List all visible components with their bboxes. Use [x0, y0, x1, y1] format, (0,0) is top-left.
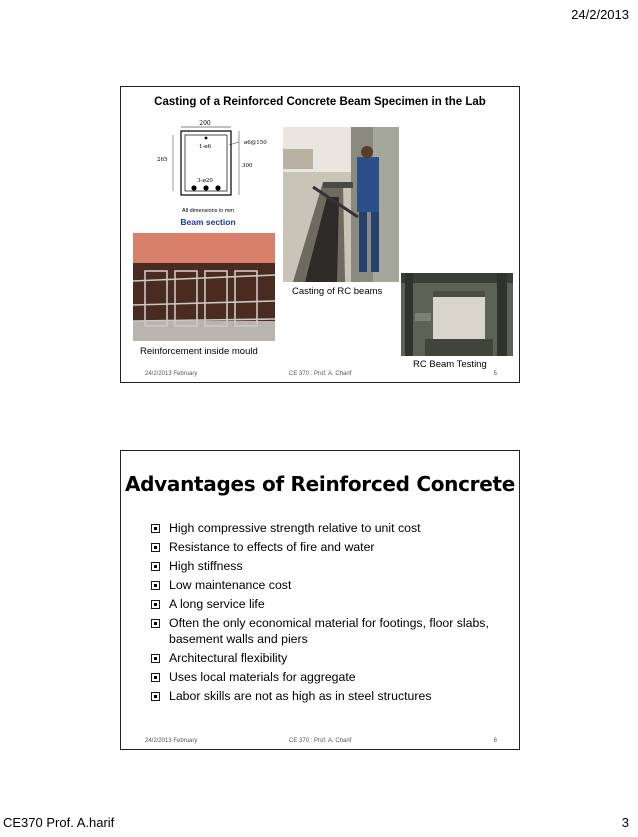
casting-photo	[283, 127, 399, 282]
bottom-bar-3	[215, 185, 220, 190]
width-label: 200	[199, 120, 211, 127]
beam-outline	[181, 131, 231, 195]
slide-6	[120, 450, 520, 750]
reinforcement-caption: Reinforcement inside mould	[140, 346, 258, 357]
bottom-bar-2	[203, 185, 208, 190]
bottom-bar-1	[191, 185, 196, 190]
boxed-bullet-icon	[151, 581, 160, 590]
advantages-list	[151, 521, 496, 708]
list-item: Low maintenance cost	[151, 578, 496, 594]
list-item: High compressive strength relative to unit cost	[151, 521, 496, 537]
boxed-bullet-icon	[151, 619, 160, 628]
list-item: A long service life	[151, 597, 496, 613]
slide-footer-course: CE 370 : Prof. A. Charif	[289, 738, 352, 744]
boxed-bullet-icon	[151, 524, 160, 533]
boxed-bullet-icon	[151, 673, 160, 682]
bottom-bar-label: 3-ø20	[197, 178, 213, 184]
stirrup-label: ø6@150	[244, 140, 267, 146]
slide-footer-date: 24/2/2013 February	[145, 371, 198, 377]
page-date: 24/2/2013	[571, 7, 629, 22]
list-item: Labor skills are not as high as in steel structures	[151, 689, 496, 705]
list-item: High stiffness	[151, 559, 496, 575]
slide-title: Advantages of Reinforced Concrete	[124, 472, 515, 496]
top-bar-label: 1-ø6	[198, 144, 212, 150]
testing-caption: RC Beam Testing	[413, 359, 487, 370]
slide-5	[120, 86, 520, 383]
slide-footer-course: CE 370 : Prof. A. Charif	[289, 371, 352, 377]
list-item: Architectural flexibility	[151, 651, 496, 667]
beam-section-diagram	[148, 117, 273, 209]
list-item: Resistance to effects of fire and water	[151, 540, 496, 556]
list-item: Uses local materials for aggregate	[151, 670, 496, 686]
list-item: Often the only economical material for footings, floor slabs, basement walls and piers	[151, 616, 496, 647]
slide-footer-date: 24/2/2013 February	[145, 738, 198, 744]
page-number: 3	[621, 815, 629, 830]
casting-caption: Casting of RC beams	[292, 286, 383, 297]
boxed-bullet-icon	[151, 562, 160, 571]
reinforcement-photo	[133, 233, 275, 341]
boxed-bullet-icon	[151, 692, 160, 701]
page-footer-course: CE370 Prof. A.harif	[3, 815, 115, 830]
boxed-bullet-icon	[151, 600, 160, 609]
boxed-bullet-icon	[151, 543, 160, 552]
slide-footer-number: 5	[493, 371, 497, 377]
boxed-bullet-icon	[151, 654, 160, 663]
beam-section-caption: Beam section	[180, 217, 236, 227]
height-outer-label: 265	[157, 157, 168, 163]
height-inner-label: 300	[242, 163, 253, 169]
slide-title: Casting of a Reinforced Concrete Beam Specimen in the Lab	[154, 96, 486, 108]
testing-photo	[401, 273, 513, 356]
dims-note: All dimensions in mm	[182, 208, 234, 214]
slide-footer-number: 6	[493, 738, 497, 744]
top-bar	[205, 137, 208, 140]
